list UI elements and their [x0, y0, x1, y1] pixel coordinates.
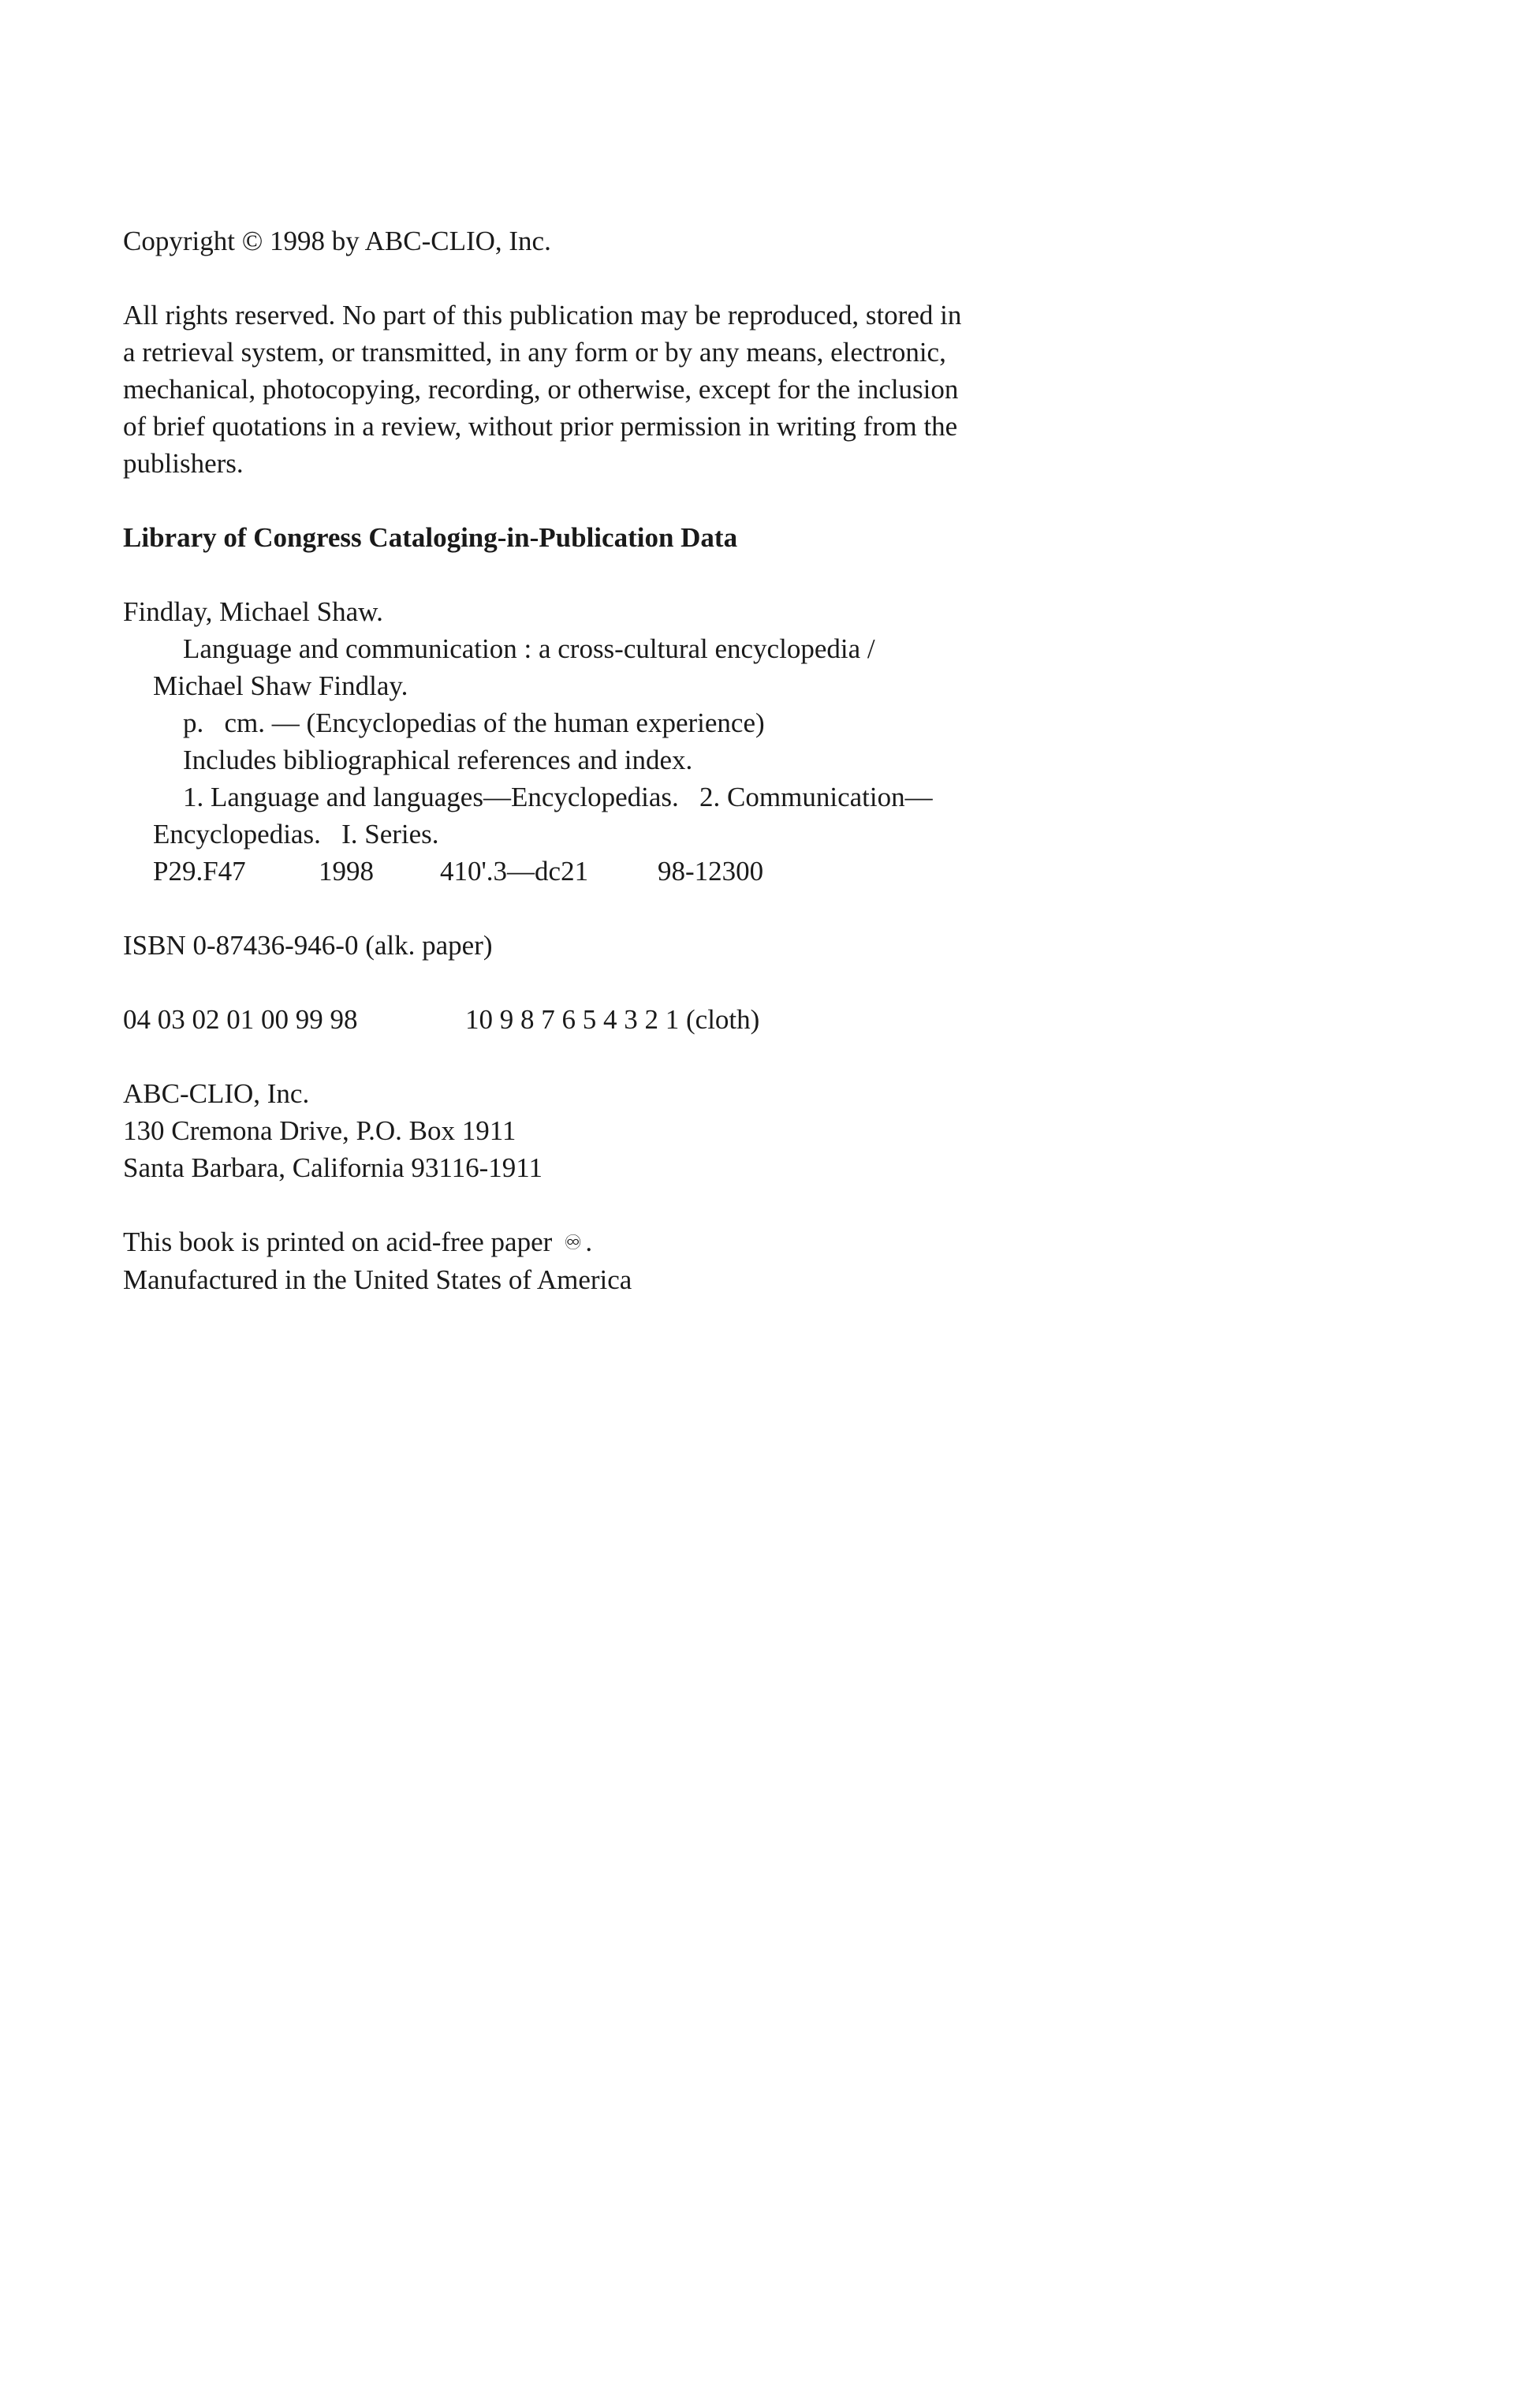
cip-author: Findlay, Michael Shaw.: [123, 596, 383, 627]
copyright-line: Copyright © 1998 by ABC-CLIO, Inc.: [123, 226, 551, 256]
production-notes: [123, 1223, 1117, 1298]
rights-line: mechanical, photocopying, recording, or otherwise, except for the inclusion: [123, 374, 959, 405]
cip-heading: Library of Congress Cataloging-in-Publication Data: [123, 522, 738, 553]
rights-statement: [123, 297, 1117, 482]
cip-title-continued: Michael Shaw Findlay.: [153, 670, 408, 701]
cip-title: Language and communication : a cross-cultural encyclopedia /: [183, 633, 875, 664]
cip-subjects-continued: Encyclopedias. I. Series.: [153, 819, 439, 849]
manufactured-line: Manufactured in the United States of America: [123, 1264, 632, 1295]
publisher-city: Santa Barbara, California 93116-1911: [123, 1152, 543, 1183]
printing-numbers: 10 9 8 7 6 5 4 3 2 1 (cloth): [465, 1004, 760, 1035]
rights-line: of brief quotations in a review, without prior permission in writing from the: [123, 411, 958, 442]
cip-classification: 410'.3—dc21: [440, 856, 589, 887]
isbn-line: ISBN 0-87436-946-0 (alk. paper): [123, 930, 493, 961]
copyright-page: [123, 222, 1117, 1298]
cip-series: p. cm. — (Encyclopedias of the human experience): [183, 708, 765, 738]
cip-classification-row: [123, 853, 1117, 890]
printing-line: [123, 1001, 1117, 1038]
publisher-address: [123, 1075, 1117, 1186]
printing-years: 04 03 02 01 00 99 98: [123, 1004, 358, 1035]
cip-year: 1998: [319, 856, 374, 887]
cip-lccn: 98-12300: [658, 856, 764, 887]
publisher-street: 130 Cremona Drive, P.O. Box 1911: [123, 1115, 516, 1146]
cip-block: [123, 593, 1117, 890]
acid-free-paper-icon: ♾: [564, 1231, 583, 1254]
paper-note: [123, 1223, 1117, 1261]
cip-call-number: P29.F47: [153, 856, 246, 887]
publisher-name: ABC-CLIO, Inc.: [123, 1078, 310, 1109]
cip-subjects: 1. Language and languages—Encyclopedias. 2. Communication—: [183, 782, 933, 812]
rights-line: publishers.: [123, 448, 244, 479]
paper-note-period: .: [585, 1227, 593, 1257]
rights-line: a retrieval system, or transmitted, in any form or by any means, electronic,: [123, 337, 946, 368]
cip-notes: Includes bibliographical references and index.: [183, 745, 693, 775]
paper-note-text: This book is printed on acid-free paper: [123, 1227, 553, 1257]
rights-line: All rights reserved. No part of this publication may be reproduced, stored in: [123, 300, 962, 330]
